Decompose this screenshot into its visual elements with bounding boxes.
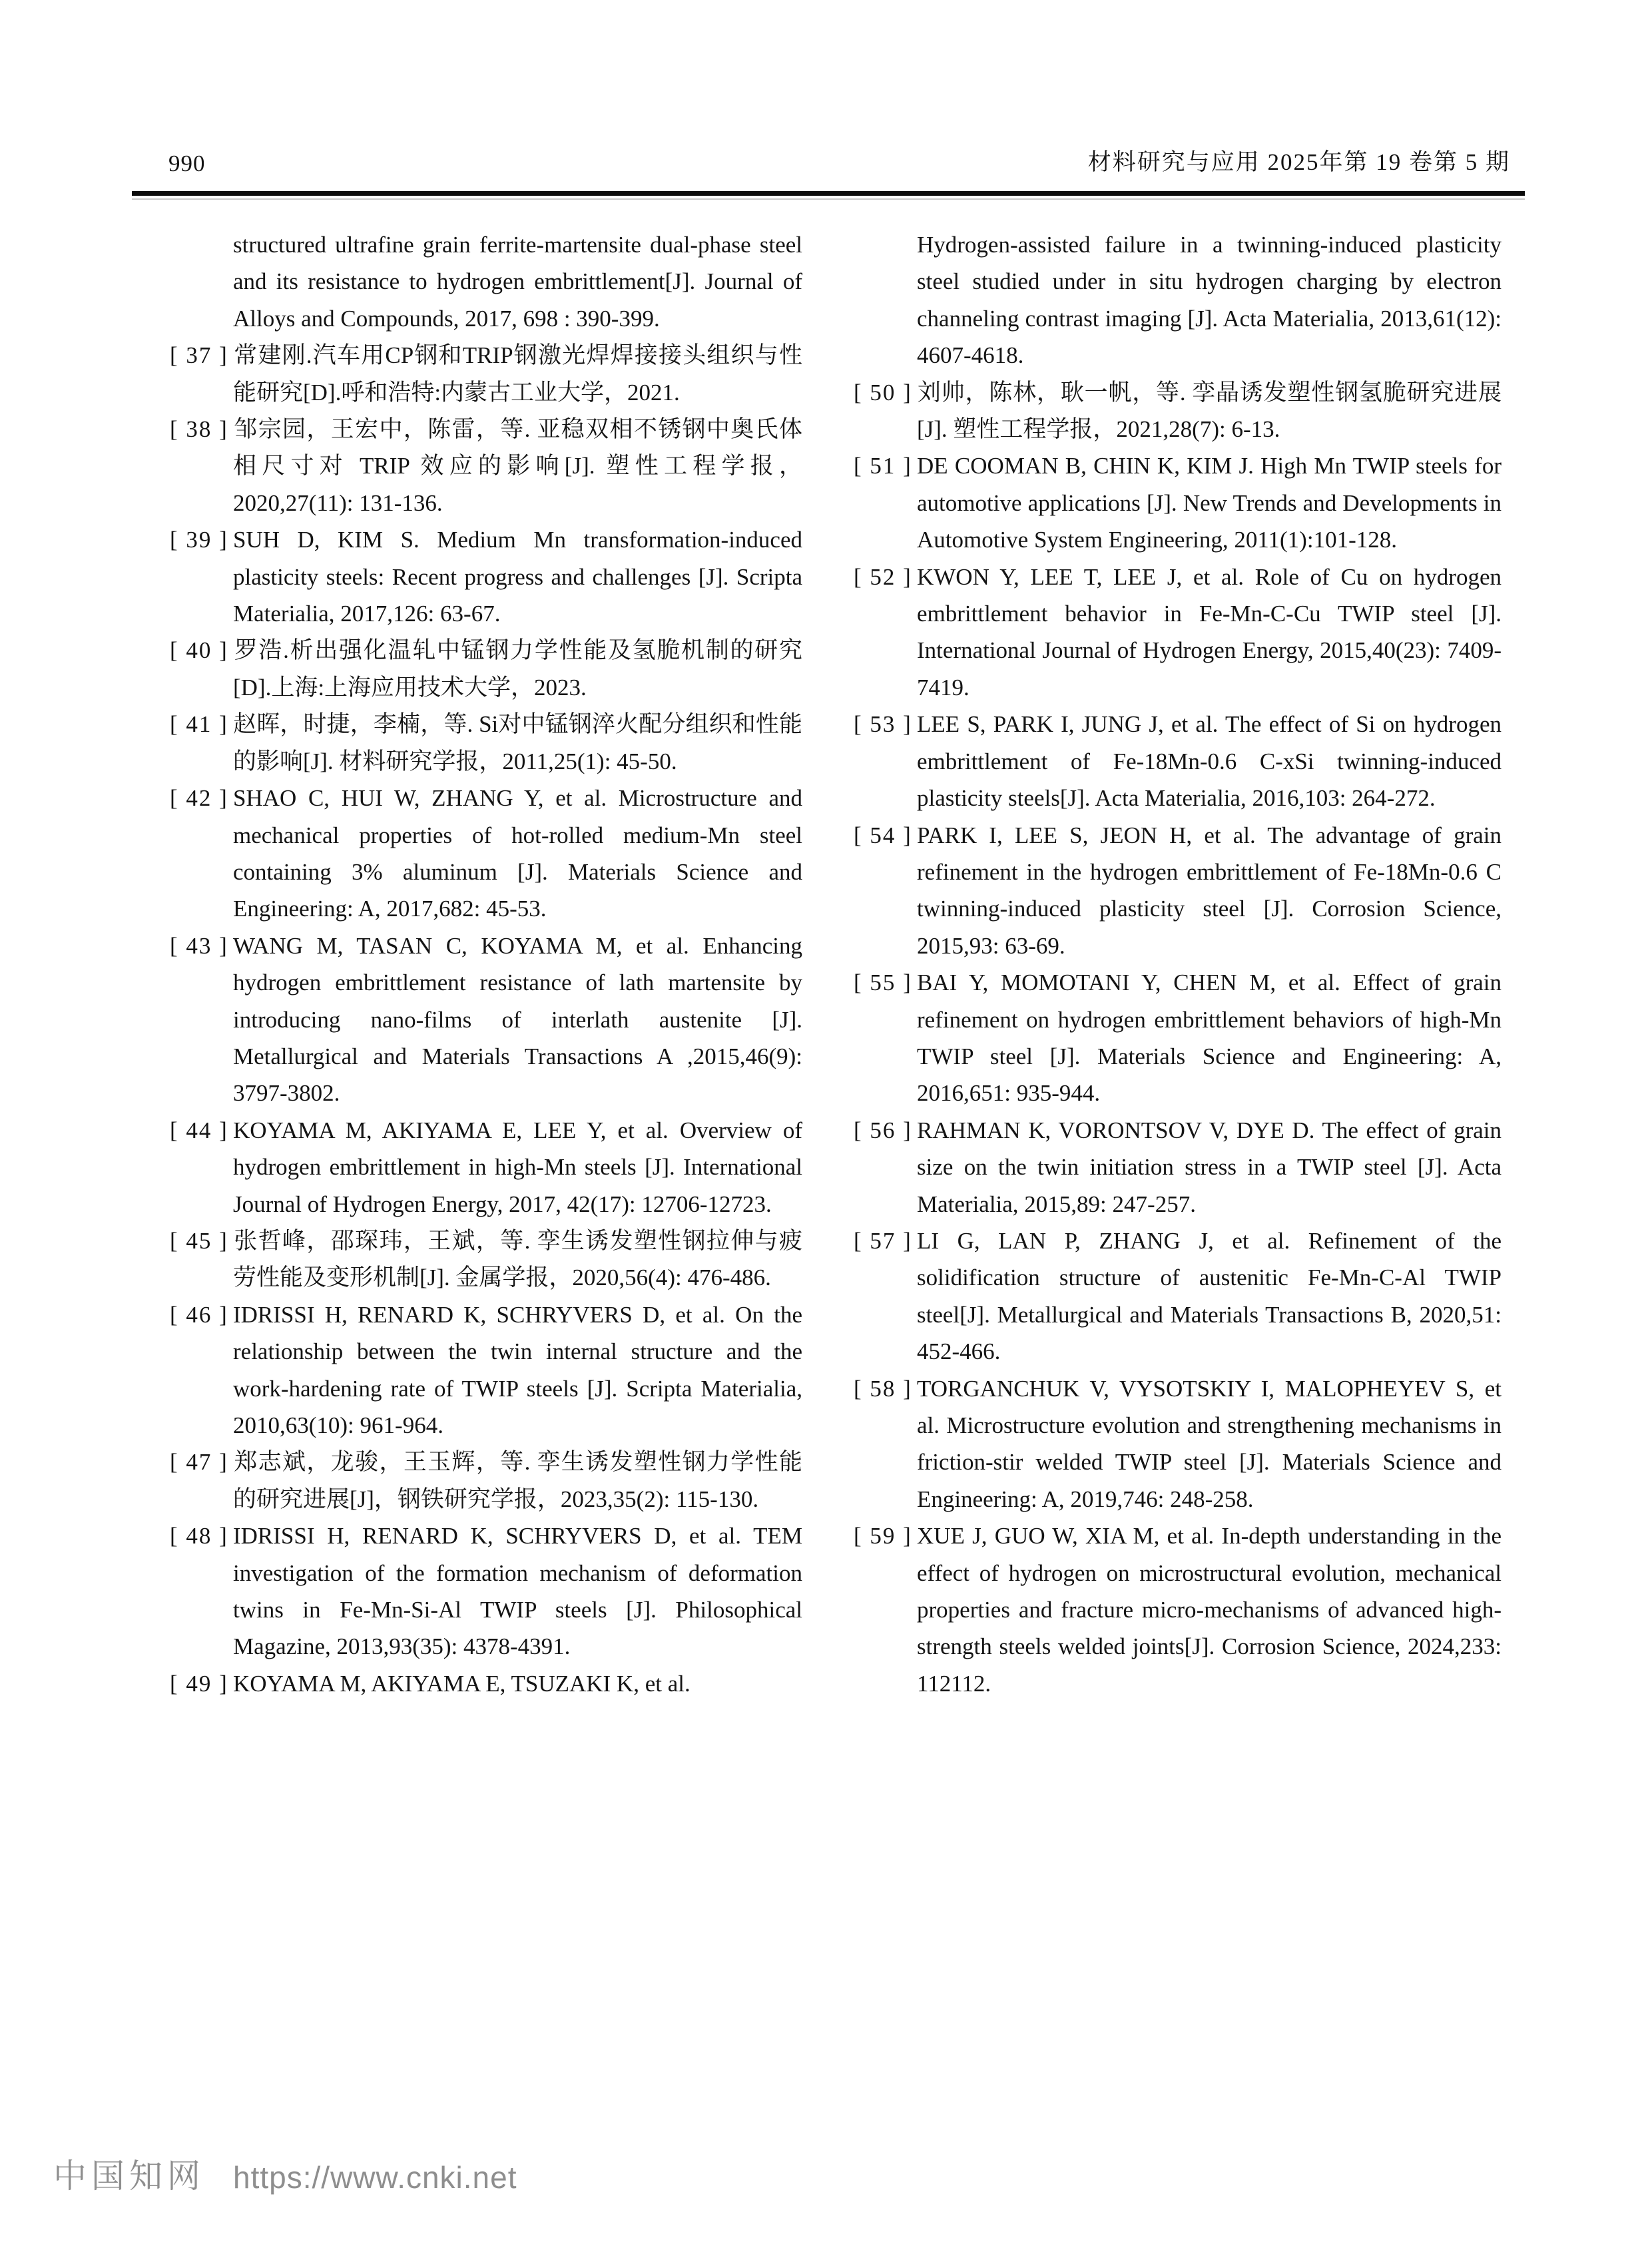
reference-number: [ 57 ]: [854, 1227, 912, 1254]
reference-number: [ 51 ]: [854, 453, 912, 479]
reference-text: WANG M, TASAN C, KOYAMA M, et al. Enhancing hydrogen embrittlement resistance of lath martensite by introducing nano-films of interlath austenite [J]. Metallurgical and Materials Transactions A ,2015,46(9): 3797-3802.: [233, 932, 802, 1107]
reference-item: [854, 1223, 1502, 1370]
reference-number: [ 49 ]: [170, 1670, 228, 1697]
cnki-logo-text: 中国知网: [53, 2157, 205, 2195]
reference-item: [854, 706, 1502, 816]
header-rule-thin: [132, 198, 1525, 200]
reference-item: [170, 1223, 802, 1296]
reference-text: 刘帅，陈林，耿一帆，等. 孪晶诱发塑性钢氢脆研究进展[J]. 塑性工程学报，2021,28(7): 6-13.: [917, 379, 1502, 443]
reference-text: KOYAMA M, AKIYAMA E, LEE Y, et al. Overview of hydrogen embrittlement in high-Mn steels [J]. International Journal of Hydrogen Energy, 2017, 42(17): 12706-12723.: [233, 1117, 802, 1217]
reference-number: [ 56 ]: [854, 1117, 912, 1143]
reference-item: [170, 780, 802, 928]
reference-item: [170, 706, 802, 780]
reference-text: 赵晖，时捷，李楠，等. Si对中锰钢淬火配分组织和性能的影响[J]. 材料研究学报，2011,25(1): 45-50.: [233, 711, 802, 774]
references-left-column: [170, 226, 802, 1702]
reference-item: [170, 632, 802, 706]
reference-text: IDRISSI H, RENARD K, SCHRYVERS D, et al. On the relationship between the twin internal structure and the work-hardening rate of TWIP steels [J]. Scripta Materialia, 2010,63(10): 961-964.: [233, 1301, 802, 1438]
reference-text: KOYAMA M, AKIYAMA E, TSUZAKI K, et al.: [233, 1670, 690, 1697]
reference-item: [170, 1112, 802, 1223]
reference-text: LI G, LAN P, ZHANG J, et al. Refinement of the solidification structure of austenitic Fe-Mn-C-Al TWIP steel[J]. Metallurgical and Materials Transactions B, 2020,51: 452-466.: [917, 1227, 1502, 1365]
reference-item: [854, 559, 1502, 706]
reference-number: [ 50 ]: [854, 379, 912, 406]
reference-item: [854, 374, 1502, 448]
header-rule-thick: [132, 191, 1525, 196]
page-number: 990: [168, 150, 206, 176]
reference-number: [ 41 ]: [170, 711, 228, 738]
reference-number: [ 53 ]: [854, 711, 912, 738]
reference-number: [ 45 ]: [170, 1227, 228, 1254]
reference-number: [ 42 ]: [170, 785, 228, 812]
reference-number: [ 37 ]: [170, 342, 228, 369]
reference-text: DE COOMAN B, CHIN K, KIM J. High Mn TWIP steels for automotive applications [J]. New Trends and Developments in Automotive System Engineering, 2011(1):101-128.: [917, 453, 1502, 553]
reference-number: [ 54 ]: [854, 822, 912, 848]
reference-text: 罗浩.析出强化温轧中锰钢力学性能及氢脆机制的研究[D].上海:上海应用技术大学，2023.: [233, 637, 802, 701]
reference-item: [854, 447, 1502, 558]
reference-text: TORGANCHUK V, VYSOTSKIY I, MALOPHEYEV S, et al. Microstructure evolution and strengthening mechanisms in friction-stir welded TWIP steel [J]. Materials Science and Engineering: A, 2019,746: 248-258.: [917, 1375, 1502, 1512]
reference-item: [170, 411, 802, 521]
reference-item: [854, 964, 1502, 1112]
cnki-url-text: https://www.cnki.net: [233, 2160, 517, 2195]
reference-item: [170, 1444, 802, 1518]
reference-text: KWON Y, LEE T, LEE J, et al. Role of Cu on hydrogen embrittlement behavior in Fe-Mn-C-Cu TWIP steel [J]. International Journal of Hydrogen Energy, 2015,40(23): 7409-7419.: [917, 563, 1502, 701]
reference-number: [ 48 ]: [170, 1523, 228, 1549]
reference-item: [854, 1518, 1502, 1702]
journal-header-info: 材料研究与应用 2025年第 19 卷第 5 期: [1087, 149, 1510, 175]
reference-item: [170, 1518, 802, 1665]
reference-text: 常建刚.汽车用CP钢和TRIP钢激光焊焊接接头组织与性能研究[D].呼和浩特:内蒙古工业大学，2021.: [233, 342, 802, 406]
reference-text: 邹宗园，王宏中，陈雷，等. 亚稳双相不锈钢中奥氏体相尺寸对 TRIP 效应的影响[J]. 塑性工程学报，2020,27(11): 131-136.: [233, 416, 802, 516]
reference-text: XUE J, GUO W, XIA M, et al. In-depth understanding in the effect of hydrogen on microstructural evolution, mechanical properties and fracture micro-mechanisms of advanced high-strength steels welded joints[J]. Corrosion Science, 2024,233: 112112.: [917, 1523, 1502, 1697]
reference-text: Hydrogen-assisted failure in a twinning-induced plasticity steel studied under in situ hydrogen charging by electron channeling contrast imaging [J]. Acta Materialia, 2013,61(12): 4607-4618.: [917, 232, 1502, 369]
reference-number: [ 55 ]: [854, 970, 912, 996]
reference-number: [ 59 ]: [854, 1523, 912, 1549]
reference-item: [854, 226, 1502, 374]
reference-number: [ 38 ]: [170, 416, 228, 443]
reference-text: RAHMAN K, VORONTSOV V, DYE D. The effect of grain size on the twin initiation stress in a TWIP steel [J]. Acta Materialia, 2015,89: 247-257.: [917, 1117, 1502, 1217]
reference-item: [854, 817, 1502, 965]
reference-item: [170, 1296, 802, 1444]
reference-text: IDRISSI H, RENARD K, SCHRYVERS D, et al. TEM investigation of the formation mechanism of deformation twins in Fe-Mn-Si-Al TWIP steels [J]. Philosophical Magazine, 2013,93(35): 4378-4391.: [233, 1523, 802, 1660]
reference-item: [170, 928, 802, 1112]
reference-text: 张哲峰，邵琛玮，王斌，等. 孪生诱发塑性钢拉伸与疲劳性能及变形机制[J]. 金属学报，2020,56(4): 476-486.: [233, 1227, 802, 1291]
reference-text: PARK I, LEE S, JEON H, et al. The advantage of grain refinement in the hydrogen embrittlement of Fe-18Mn-0.6 C twinning-induced plasticity steel [J]. Corrosion Science, 2015,93: 63-69.: [917, 822, 1502, 959]
reference-number: [ 44 ]: [170, 1117, 228, 1143]
reference-text: BAI Y, MOMOTANI Y, CHEN M, et al. Effect of grain refinement on hydrogen embrittlement behaviors of high-Mn TWIP steel [J]. Materials Science and Engineering: A, 2016,651: 935-944.: [917, 970, 1502, 1107]
reference-number: [ 46 ]: [170, 1301, 228, 1328]
reference-item: [854, 1112, 1502, 1223]
reference-number: [ 40 ]: [170, 637, 228, 664]
reference-text: structured ultrafine grain ferrite-martensite dual-phase steel and its resistance to hydrogen embrittlement[J]. Journal of Alloys and Compounds, 2017, 698 : 390-399.: [233, 232, 802, 332]
reference-text: SUH D, KIM S. Medium Mn transformation-induced plasticity steels: Recent progress and challenges [J]. Scripta Materialia, 2017,126: 63-67.: [233, 527, 802, 627]
reference-number: [ 52 ]: [854, 563, 912, 590]
reference-text: LEE S, PARK I, JUNG J, et al. The effect of Si on hydrogen embrittlement of Fe-18Mn-0.6 C-xSi twinning-induced plasticity steels[J]. Acta Materialia, 2016,103: 264-272.: [917, 711, 1502, 812]
references-right-column: [854, 226, 1502, 1702]
reference-item: [854, 1370, 1502, 1518]
reference-item: [170, 521, 802, 632]
reference-item: [170, 1665, 802, 1702]
reference-number: [ 47 ]: [170, 1449, 228, 1476]
reference-text: 郑志斌，龙骏，王玉辉，等. 孪生诱发塑性钢力学性能的研究进展[J]，钢铁研究学报，2023,35(2): 115-130.: [233, 1449, 802, 1512]
reference-number: [ 43 ]: [170, 932, 228, 959]
reference-item: [170, 226, 802, 337]
reference-item: [170, 337, 802, 411]
reference-text: SHAO C, HUI W, ZHANG Y, et al. Microstructure and mechanical properties of hot-rolled medium-Mn steel containing 3% aluminum [J]. Materials Science and Engineering: A, 2017,682: 45-53.: [233, 785, 802, 922]
reference-number: [ 39 ]: [170, 527, 228, 553]
reference-number: [ 58 ]: [854, 1375, 912, 1402]
